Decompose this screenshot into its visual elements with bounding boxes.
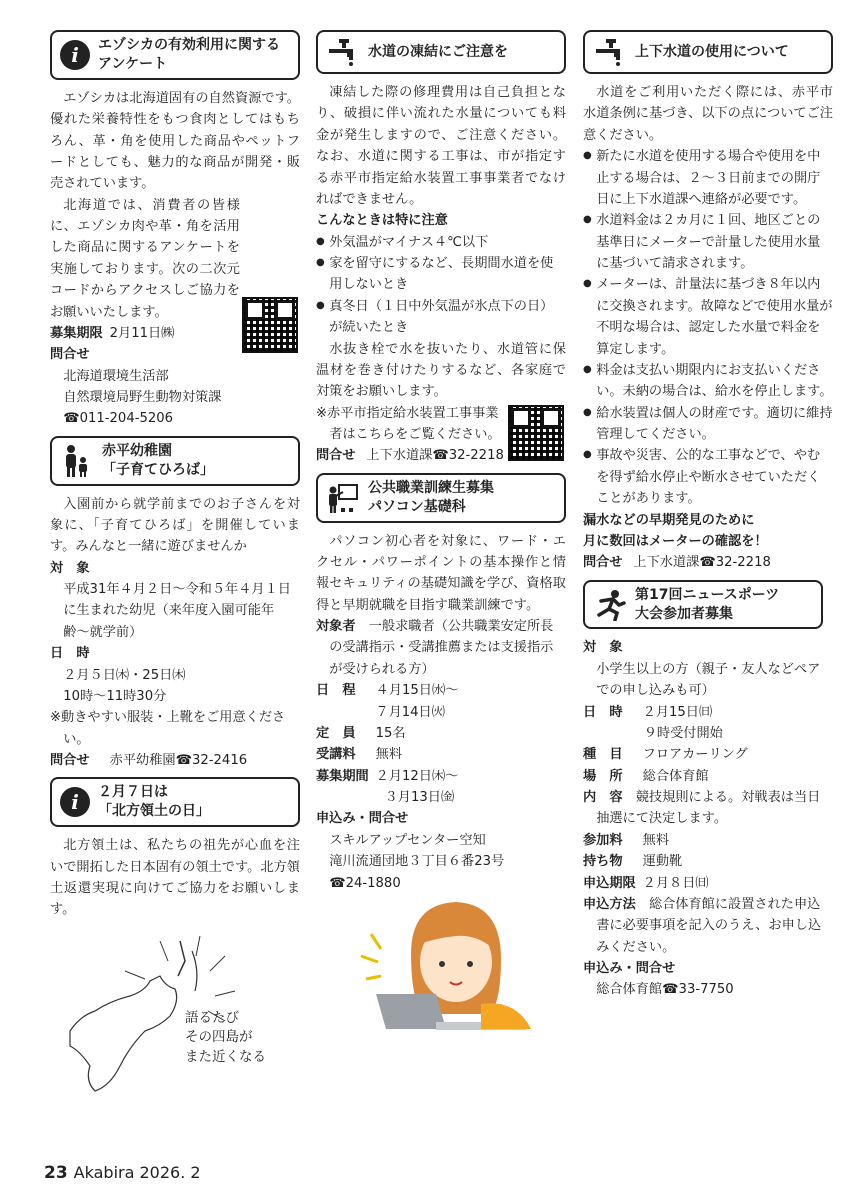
faucet-icon bbox=[593, 36, 627, 68]
info-icon: i bbox=[60, 40, 90, 70]
freeze-inquiry-label: 問合せ bbox=[316, 448, 356, 464]
sport-deadline-label: 申込期限 bbox=[583, 875, 636, 891]
pc-apply2: 滝川流通団地３丁目６番23号 bbox=[329, 854, 505, 870]
pc-cap-value: 15名 bbox=[375, 725, 406, 741]
issue-label: Akabira 2026. 2 bbox=[73, 1163, 201, 1182]
column-2 bbox=[316, 30, 566, 1034]
sport-target-label: 対 象 bbox=[583, 640, 623, 656]
north-title2: 「北方領土の日」 bbox=[98, 803, 210, 820]
pc-fee-label: 受講料 bbox=[316, 747, 356, 763]
kinder-header bbox=[50, 436, 300, 486]
sport-title1: 第17回ニュースポーツ bbox=[635, 586, 780, 603]
sport-content-label: 内 容 bbox=[583, 790, 623, 806]
north-header bbox=[50, 777, 300, 827]
sport-content-value: 競技規則による。対戦表は当日抽選にて決定します。 bbox=[596, 790, 821, 827]
deer-qr-code[interactable] bbox=[242, 297, 298, 353]
north-p1: 北方領土は、私たちの祖先が心血を注いで開拓した日本固有の領土です。北方領土返還実現に向けてご協力をお願いします。 bbox=[50, 838, 300, 918]
freeze-qr-code[interactable] bbox=[508, 405, 564, 461]
pc-apply3: ☎24-1880 bbox=[329, 875, 401, 891]
freeze-p2: 水抜き栓で水を抜いたり、水道管に保温材を巻き付けたりするなど、各家庭で対策をお願いします。 bbox=[316, 341, 566, 400]
column-3 bbox=[583, 30, 833, 1001]
sport-title2: 大会参加者募集 bbox=[635, 605, 733, 622]
water-header bbox=[583, 30, 833, 74]
kinder-inquiry-value: 赤平幼稚園☎32-2416 bbox=[109, 753, 248, 769]
pc-apply1: スキルアップセンター空知 bbox=[329, 832, 486, 848]
pc-period-label: 募集期間 bbox=[316, 768, 369, 784]
pc-title1: 公共職業訓練生募集 bbox=[368, 479, 494, 496]
pc-target-label: 対象者 bbox=[316, 619, 356, 635]
deer-inq2: 自然環境局野生動物対策課 bbox=[63, 390, 222, 406]
sport-target-value: 小学生以上の方（親子・友人などペアでの申し込みも可） bbox=[596, 661, 821, 699]
deer-p1: エゾシカは北海道固有の自然資源です。優れた栄養特性をもつ食肉としてはもちろん、革・角を使用した商品やペットフードとしても、魅力的な商品が開発・販売されています。 bbox=[50, 90, 300, 192]
kinder-date-value2: 10時〜11時30分 bbox=[63, 688, 167, 704]
freeze-title: 水道の凍結にご注意を bbox=[368, 43, 508, 60]
pc-p1: パソコン初心者を対象に、ワード・エクセル・パワーポイントの基本操作と情報セキュリティの基礎知識を学び、資格取得と早期就職を目指す職業訓練です。 bbox=[316, 533, 566, 613]
deer-period-value: 2月11日㈱ bbox=[109, 325, 175, 341]
north-caption2: その四島が bbox=[185, 1029, 253, 1046]
sport-header bbox=[583, 580, 823, 630]
pc-sched-value2: ７月14日㈫ bbox=[375, 704, 445, 720]
pc-header bbox=[316, 473, 566, 523]
freeze-p1: 凍結した際の修理費用は自己負担となり、破損に伴い流れた水量についても料金が発生しますので、ご注意ください。なお、水道に関する工事は、市が指定する赤平市指定給水装置工事事業者でなければできません。 bbox=[316, 85, 566, 207]
info-icon: i bbox=[60, 787, 90, 817]
kinder-title1: 赤平幼稚園 bbox=[102, 442, 172, 459]
list-item: ● 家を留守にするなど、長期間水道を使用しないとき bbox=[316, 253, 566, 296]
kinder-inquiry-label: 問合せ bbox=[50, 753, 90, 769]
list-item: ● 水道料金は２カ月に１回、地区ごとの基準日にメーターで計量した使用水量に基づいて請求されます。 bbox=[583, 210, 833, 274]
sport-event-label: 種 目 bbox=[583, 747, 623, 763]
sport-place-value: 総合体育館 bbox=[642, 768, 709, 784]
sport-apply-label: 申込み・問合せ bbox=[583, 961, 676, 977]
sport-method-label: 申込方法 bbox=[583, 896, 636, 912]
water-inquiry-value: 上下水道課☎32-2218 bbox=[633, 555, 771, 571]
deer-period-label: 募集期限 bbox=[50, 325, 103, 341]
sport-apply-value: 総合体育館☎33-7750 bbox=[596, 982, 734, 998]
list-item: ● 真冬日（１日中外気温が氷点下の日）が続いたとき bbox=[316, 296, 566, 339]
pc-target-value: 一般求職者（公共職業安定所長の受講指示・受講推薦または支援指示が受けられる方） bbox=[329, 619, 554, 677]
freeze-header bbox=[316, 30, 566, 74]
water-p1: 水道をご利用いただく際には、赤平市水道条例に基づき、以下の点についてご注意ください。 bbox=[583, 85, 833, 143]
kinder-date-value1: ２月５日㈭・25日㈭ bbox=[63, 667, 186, 683]
deer-title: エゾシカの有効利用に関するアンケート bbox=[98, 37, 280, 72]
water-title: 上下水道の使用について bbox=[635, 43, 789, 60]
freeze-heading: こんなときは特に注意 bbox=[316, 213, 448, 229]
pc-title2: パソコン基礎科 bbox=[368, 498, 466, 515]
list-item: ● 事故や災害、公的な工事などで、やむを得ず給水停止や断水させていただくことがあります。 bbox=[583, 445, 833, 509]
sport-method-value: 総合体育館に設置された申込書に必要事項を記入のうえ、お申し込みください。 bbox=[596, 896, 822, 955]
deer-inq1: 北海道環境生活部 bbox=[63, 368, 169, 384]
freeze-inquiry-value: 上下水道課☎32-2218 bbox=[366, 448, 504, 464]
sport-deadline-value: ２月８日㈰ bbox=[642, 875, 709, 891]
deer-inquiry-label: 問合せ bbox=[50, 347, 90, 363]
column-1 bbox=[50, 30, 300, 1111]
list-item: ● 給水装置は個人の財産です。適切に維持管理してください。 bbox=[583, 403, 833, 446]
freeze-note: ※赤平市指定給水装置工事事業者はこちらをご覧ください。 bbox=[316, 405, 501, 442]
teacher-board-icon bbox=[326, 482, 360, 514]
sport-fee-label: 参加料 bbox=[583, 832, 623, 848]
water-h1: 漏水などの早期発見のために bbox=[583, 512, 755, 528]
sport-bring-label: 持ち物 bbox=[583, 854, 623, 870]
deer-header bbox=[50, 30, 300, 80]
pc-period-value2: ３月13日㈮ bbox=[384, 790, 455, 806]
water-h2: 月に数回はメーターの確認を！ bbox=[583, 533, 768, 549]
woman-laptop-icon bbox=[316, 894, 566, 1034]
list-item: ● 料金は支払い期限内にお支払いください。未納の場合は、給水を停止します。 bbox=[583, 360, 833, 403]
parent-child-icon bbox=[60, 445, 94, 477]
north-caption3: また近くなる bbox=[185, 1048, 266, 1065]
kinder-date-label: 日 時 bbox=[50, 646, 90, 662]
list-item: ● 外気温がマイナス４℃以下 bbox=[316, 232, 566, 253]
list-item: ● 新たに水道を使用する場合や使用を中止する場合は、２〜３日前までの開庁日に上下水道課へ連絡が必要です。 bbox=[583, 146, 833, 210]
pc-fee-value: 無料 bbox=[375, 747, 403, 763]
north-caption1: 語るたび bbox=[185, 1009, 239, 1026]
kinder-target-value: 平成31年４月２日〜令和５年４月１日に生まれた幼児（来年度入園可能年齢〜就学前） bbox=[63, 582, 291, 640]
sport-date-value1: ２月15日㈰ bbox=[642, 704, 713, 720]
sport-date-label: 日 時 bbox=[583, 704, 623, 720]
sport-event-value: フロアカーリング bbox=[642, 747, 748, 763]
deer-tel: ☎011-204-5206 bbox=[63, 411, 174, 427]
pc-period-value1: ２月12日㈭〜 bbox=[375, 768, 459, 784]
north-illustration bbox=[50, 921, 300, 1111]
kinder-p1: 入園前から就学前までのお子さんを対象に、「子育てひろば」を開催しています。みんなと一緒に遊びませんか bbox=[50, 496, 300, 555]
kinder-note: ※動きやすい服装・上靴をご用意ください。 bbox=[50, 710, 286, 747]
water-list bbox=[583, 146, 833, 509]
sport-fee-value: 無料 bbox=[642, 832, 670, 848]
north-title1: ２月７日は bbox=[98, 784, 168, 801]
page-footer bbox=[44, 1163, 201, 1183]
water-inquiry-label: 問合せ bbox=[583, 555, 623, 571]
pc-apply-label: 申込み・問合せ bbox=[316, 811, 409, 827]
runner-icon bbox=[593, 589, 627, 621]
freeze-list bbox=[316, 232, 566, 339]
pc-illustration bbox=[316, 894, 566, 1034]
pc-cap-label: 定 員 bbox=[316, 725, 356, 741]
kinder-target-label: 対 象 bbox=[50, 560, 90, 576]
deer-p2: 北海道では、消費者の皆様に、エゾシカ肉や革・角を活用した商品に関するアンケートを実施しております。次の二次元コードからアクセスしご協力をお願いいたします。 bbox=[50, 197, 240, 320]
sport-date-value2: ９時受付開始 bbox=[643, 725, 723, 741]
list-item: ● メーターは、計量法に基づき８年以内に交換されます。故障などで使用水量が不明な場合は、認定した水量で料金を算定します。 bbox=[583, 274, 833, 360]
sport-bring-value: 運動靴 bbox=[642, 854, 683, 870]
pc-sched-value1: ４月15日㈬〜 bbox=[375, 683, 459, 699]
kinder-title2: 「子育てひろば」 bbox=[102, 461, 214, 478]
page-number: 23 bbox=[44, 1163, 68, 1183]
pc-sched-label: 日 程 bbox=[316, 683, 356, 699]
sport-place-label: 場 所 bbox=[583, 768, 623, 784]
faucet-icon bbox=[326, 36, 360, 68]
